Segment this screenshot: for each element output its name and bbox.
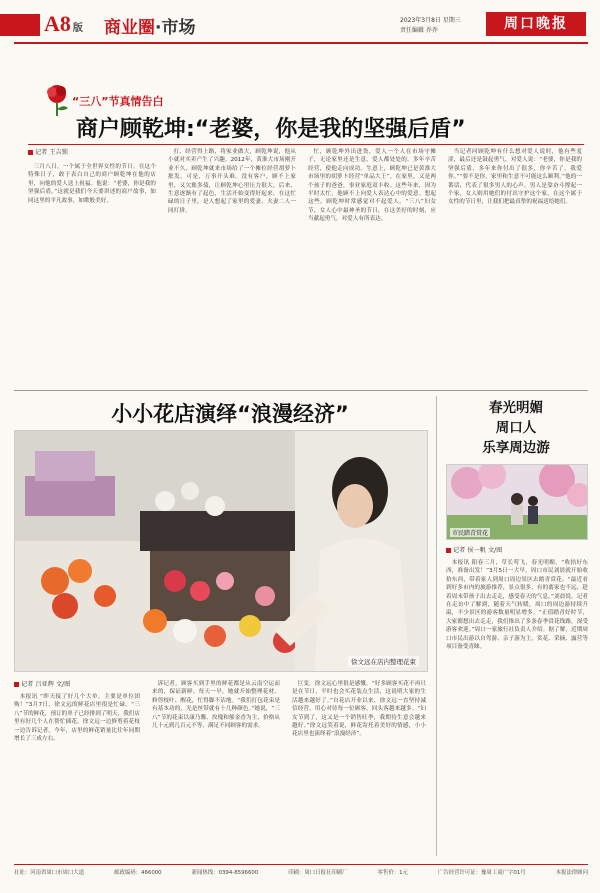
article2-col3: 巨变，徐文远心里很是感慨，“好多顾客买花不再只是在节日，平时也会买花装点生活，这说明大家的生活越来越好了。”自花店开业以来，徐文远一直坚持诚信经营，用心对待每一位顾客，回头客越来越多。“妇女节到了，这又是一个销售旺季，我期待生意会越来越好。”徐文远笑着说，鲜花寄托着美好的情感，小小花店里也演绎着“浪漫经济”。 [292, 681, 426, 738]
article3-headline-line3: 乐享周边游 [482, 440, 550, 456]
article1-byline: 记者 王吉锁 [28, 148, 156, 157]
article1-col3: 忙，顾乾坤外出进货，爱人一个人在市场守摊子，无论家里还是生意，爱人都处处的。多年辛苦经营，使他走向成功。生意上，顾乾坤已是黄淮大市场里的胡萝卜经营“单品大王”。在家里，又是两个孩子的爸爸，事业家庭双丰收。这些年来，因为平时太忙，他顾不上向爱人表达心中的爱意。想起这些，顾乾坤时常感觉对不起爱人。“三八”妇女节，女人心中最神圣的节日，在这美好的时刻，应当献起勇气，对爱人有所表达。 [308, 149, 436, 223]
article2-photo-caption: 徐文远在店内整理花束 [348, 656, 419, 667]
article2-headline: 小小花店演绎“浪漫经济” [111, 402, 349, 426]
issue-date: 2023年3月8日 星期三 [400, 17, 461, 24]
article1-kicker: “三八”节真情告白 [72, 95, 164, 108]
article3-photo-caption: 市民踏青赏花 [452, 530, 489, 537]
article2-byline: 记者 吕亚辉 文/图 [14, 680, 140, 689]
page-number: A8 版 [44, 11, 83, 36]
article1-box [28, 148, 584, 384]
rose-icon [40, 82, 74, 118]
spring-outing-photo [446, 464, 588, 540]
article3-headline-line1: 春光明媚 [489, 400, 543, 416]
article1-col4: 当记者问顾乾坤有什么想对爱人说时，他有些羞涩，最后还是鼓起勇气，对爱人说：“老婆，你是我的坚强后盾，多年来你付出了很多，你辛苦了，我爱你。”“要不是你，家里和生意不可能这么顺利。”他的一番话，代表了很多男人的心声。男人是靠奋斗撑起一个家，女人则用她们的付出守护这个家。在这个属于女性的节日里，让我们把最真挚的祝福送给她们。 [448, 149, 582, 206]
column-divider [436, 396, 437, 856]
header-rule [14, 42, 588, 44]
article1-headline-rule [28, 144, 584, 145]
article3-byline: 记者 侯一帆 文/图 [446, 546, 588, 555]
footer-legal: 本报法律顾问 [555, 870, 588, 876]
page-editor: 责任编辑 乔乔 [400, 27, 438, 34]
article2-col2: 诉记者，顾客买到手里的鲜花都是从云南空运而来的，保证新鲜。每天一早，她就开始整理花材、修剪枝叶、醒花，忙得脚不沾地。“我们打包花束是有基本功的，光是丝带就有十几种颜色。”她说，“三八”节的花束以康乃馨、玫瑰和郁金香为主，价格从几十元到几百元不等，满足不同顾客的需求。 [152, 681, 280, 730]
footer-hotline: 新闻热线：0394-8596600 [191, 870, 259, 876]
footer-printer: 印刷：周口日报社印刷厂 [288, 870, 348, 876]
article1-col1-text: 三月八日，一个属于全世界女性的节日。在这个特殊日子，敢于表白自己的商户顾乾坤在他的店里，向他的爱人送上祝福。他说：“老婆，你是我的坚强后盾。”这就是我们今天要讲述的商户故事，如同这里的平凡故事，如歌般美好。 [28, 164, 156, 204]
section-divider [14, 390, 588, 391]
footer-address: 社址：河南省周口市周口大道 [14, 870, 85, 876]
flower-shop-photo [14, 430, 428, 672]
article3-headline [444, 398, 588, 458]
article2-col1: 记者 吕亚辉 文/图 本报讯 “昨天接了好几个大单，主要是单位团购！”3月7日，徐文远的鲜花店里很是忙碌。“三八”节的鲜花，预订的单子已经排到了明天，我们店里有好几个人在帮忙插花。徐文远一边修剪着花枝一边告诉记者。今年，店里的鲜花销量比往年同期增长了三成左右。 [14, 681, 140, 743]
article1-headline: 商户顾乾坤:“老婆，你是我的坚强后盾” [76, 117, 466, 142]
footer-price: 零售价：1元 [377, 870, 408, 876]
article1-col1 [28, 148, 156, 380]
section-title: 商业圈·市场 [104, 18, 196, 38]
footer-rule [14, 864, 588, 865]
article3-body: 记者 侯一帆 文/图 本报讯 阳春三月，草长莺飞，春光明媚。“收拾好东西，准备出发！”3月5日一大早，周口市民刘晨就开始收拾东西，带着家人到周口周边景区去踏青赏花。“最近看到好多市内的旅游推荐，景点很多，有的离家也不远，趁着周末带孩子出去走走，感受春天的气息。”刘晨说。记者在走访中了解到，随着天气转暖，周口的周边游持续升温，不少景区的游客数量明显增多。“正值踏青好时节，大家都想出去走走，我们推出了多条春季赏花线路，深受游客欢迎。”周口一家旅行社负责人介绍。据了解，近期周口市民出游以自驾游、亲子游为主，赏花、采摘、露营等项目备受青睐。 [446, 547, 588, 651]
article1-col2: 打、经营得上路，将家业做大，顾乾坤说，他从小就对买卖产生了兴趣。2012年，黄淮大市场刚开业不久，顾乾坤就来市场给了一个摊位经营胡萝卜批发。可是，万事开头难。没有客户，顾不上家里，又欠账多债，让顾乾坤心里压力很大。后来，生意逐渐有了起色，生活开始变得好起来。在这忙碌的日子里，是人想起了家里的爱妻，夫妻二人一同打拼。 [168, 149, 296, 214]
header-red-corner [0, 14, 40, 36]
footer-postcode: 邮政编码：466000 [114, 870, 162, 876]
header [0, 0, 600, 50]
article3-headline-line2: 周口人 [495, 420, 537, 436]
footer [14, 868, 588, 882]
article2-body [14, 680, 428, 856]
footer-ad-license: 广告经营许可证：豫周工商广字01号 [437, 870, 526, 876]
masthead-logo: 周口晚报 [486, 12, 586, 36]
